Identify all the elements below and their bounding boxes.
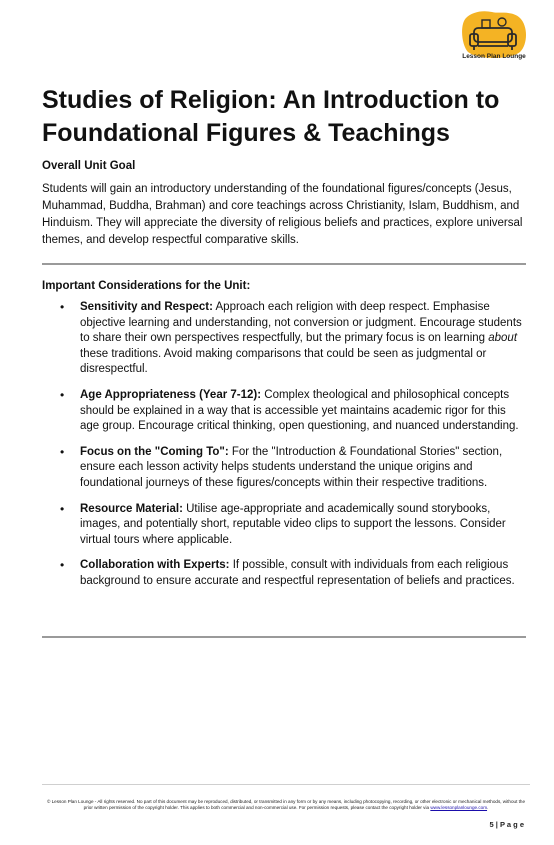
item-text: Complex theological and philosophical concepts should be explained in a way that is accessible yet maintains academic rigor for this age group. Encourage critical thinking, open questioning, and nuanced understanding.	[80, 388, 519, 433]
item-title: Collaboration with Experts:	[80, 559, 230, 572]
item-title: Focus on the "Coming To":	[80, 445, 229, 458]
item-text: Utilise age-appropriate and academically sound storybooks, images, and potentially short, reputable video clips to support the lessons. Consider virtual tours where applicable.	[80, 502, 506, 546]
link-suffix: .	[487, 805, 489, 810]
website-link[interactable]: www.lessonplanlounge.com	[430, 805, 488, 810]
list-item	[42, 502, 528, 549]
unit-goal-heading: Overall Unit Goal	[42, 160, 136, 172]
list-item	[42, 558, 528, 589]
bullet-icon: •	[60, 387, 65, 402]
item-text: For the "Introduction & Foundational Stories" section, ensure each lesson activity helps students understand the unique origins and foundational journeys of these figures/concepts within their respective traditions.	[80, 445, 503, 489]
page-number: 5 | P a g e	[489, 820, 524, 829]
section-divider-top	[42, 263, 526, 265]
bullet-icon: •	[60, 558, 65, 573]
copyright-text: © Lesson Plan Lounge - All rights reserved. No part of this document may be reproduced, distributed, or transmitted in any form or by any means, including photocopying, recording, or other electronic or mechanical methods, without the prior written permission of the copyright holder. This applies to both commercial and non-commercial use. For permission requests, please contact the copyright holder via	[46, 799, 526, 810]
considerations-list	[42, 300, 528, 600]
section-divider-bottom	[42, 636, 526, 638]
logo-text: Lesson Plan Lounge	[462, 53, 526, 60]
item-title: Age Appropriateness (Year 7-12):	[80, 388, 262, 401]
item-text-end: these traditions. Avoid making comparisons that could be seen as judgmental or disrespectful.	[80, 347, 487, 376]
item-emphasis: about	[488, 332, 518, 345]
list-item	[42, 445, 528, 492]
bullet-icon: •	[60, 444, 65, 459]
list-item	[42, 300, 528, 378]
page-title: Studies of Religion: An Introduction to Foundational Figures & Teachings	[42, 86, 500, 147]
bullet-icon: •	[60, 501, 65, 516]
item-title: Sensitivity and Respect:	[80, 301, 213, 313]
item-text: If possible, consult with individuals from each religious background to ensure accurate and respectful representation of beliefs and practices.	[80, 559, 515, 587]
copyright-footer	[42, 799, 530, 811]
item-text: Approach each religion with deep respect. Emphasise objective learning and understanding, not conversion or judgment. Encourage students to share their own perspectives respectfully, but the primary focus is on learning	[80, 301, 522, 345]
considerations-heading: Important Considerations for the Unit:	[42, 280, 251, 292]
list-item	[42, 388, 528, 435]
bullet-icon: •	[60, 300, 65, 314]
unit-goal-text: Students will gain an introductory understanding of the foundational figures/concepts (Jesus, Muhammad, Buddha, Brahman) and core teachings across Christianity, Islam, Buddhism, and Hinduism. They will appreciate the diversity of religious beliefs and practices, explore universal themes, and develop respectful comparative skills.	[42, 183, 523, 246]
item-title: Resource Material:	[80, 502, 183, 515]
footer-divider	[42, 784, 530, 785]
